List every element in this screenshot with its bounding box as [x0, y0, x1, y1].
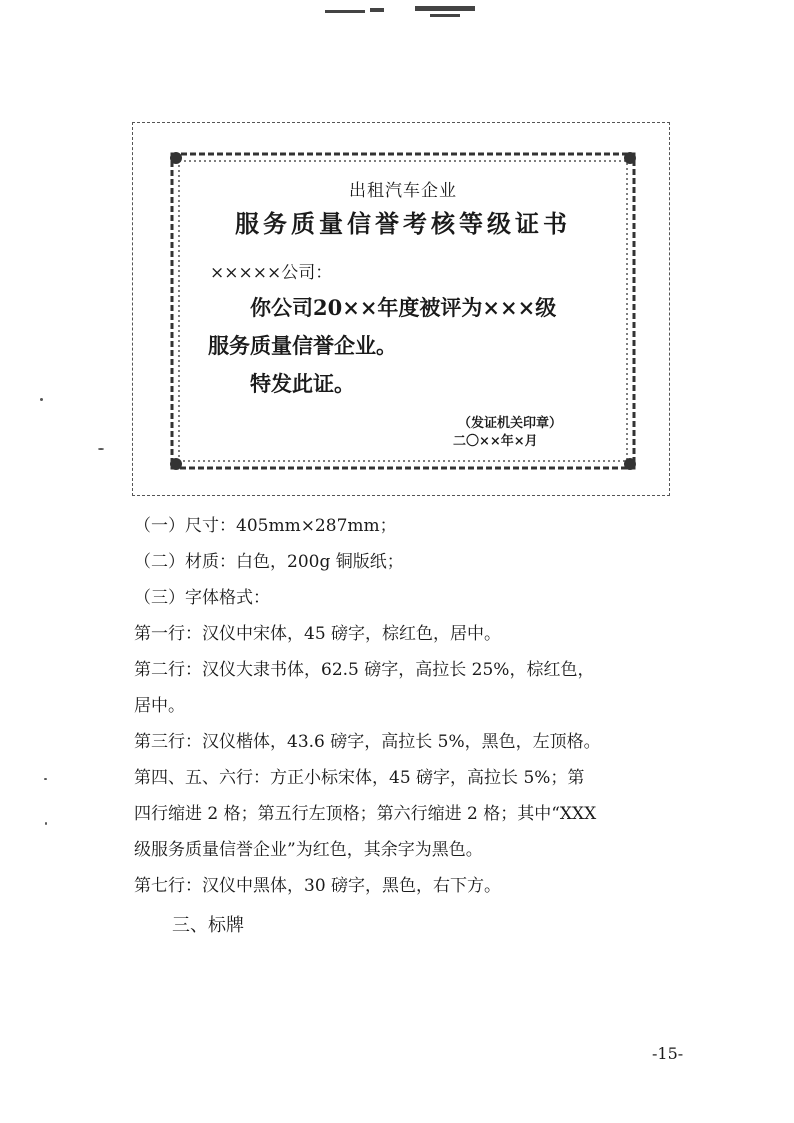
spec-line: 第二行：汉仪大隶书体，62.5 磅字，高拉长 25%，棕红色，	[134, 660, 595, 680]
spec-line: 第一行：汉仪中宋体，45 磅字，棕红色，居中。	[134, 624, 502, 644]
scan-speck	[98, 448, 104, 450]
spec-line: 第七行：汉仪中黑体，30 磅字，黑色，右下方。	[134, 876, 502, 896]
page-number: -15-	[652, 1044, 684, 1063]
certificate-stamp-label: （发证机关印章）	[458, 416, 563, 431]
scan-speck	[44, 778, 47, 780]
section-heading: 三、标牌	[172, 915, 244, 936]
specification-text	[134, 508, 674, 944]
spec-line: 居中。	[134, 696, 185, 716]
spec-line: （一）尺寸：405mm×287mm；	[134, 516, 397, 536]
spec-line: （二）材质：白色，200g 铜版纸；	[134, 552, 404, 572]
certificate-sample	[168, 150, 638, 472]
spec-line: 第三行：汉仪楷体，43.6 磅字，高拉长 5%，黑色，左顶格。	[134, 732, 601, 752]
certificate-subtitle: 出租汽车企业	[349, 181, 457, 201]
certificate-body-line1: 你公司20××年度被评为×××级	[250, 295, 557, 320]
spec-line: 四行缩进 2 格；第五行左顶格；第六行缩进 2 格；其中“XXX	[134, 804, 597, 824]
scan-speck	[45, 822, 47, 825]
scan-speck	[40, 398, 43, 401]
spec-line: 第四、五、六行：方正小标宋体，45 磅字，高拉长 5%；第	[134, 768, 585, 788]
certificate-closing: 特发此证。	[250, 371, 355, 396]
certificate-date: 二〇××年×月	[453, 434, 538, 449]
certificate-title: 服务质量信誉考核等级证书	[235, 209, 571, 238]
spec-line: 级服务质量信誉企业”为红色，其余字为黑色。	[134, 840, 483, 860]
scan-noise	[320, 2, 490, 24]
certificate-body-line2: 服务质量信誉企业。	[208, 333, 397, 358]
spec-line: （三）字体格式：	[134, 588, 270, 608]
certificate-addressee: ×××××公司：	[210, 263, 333, 283]
